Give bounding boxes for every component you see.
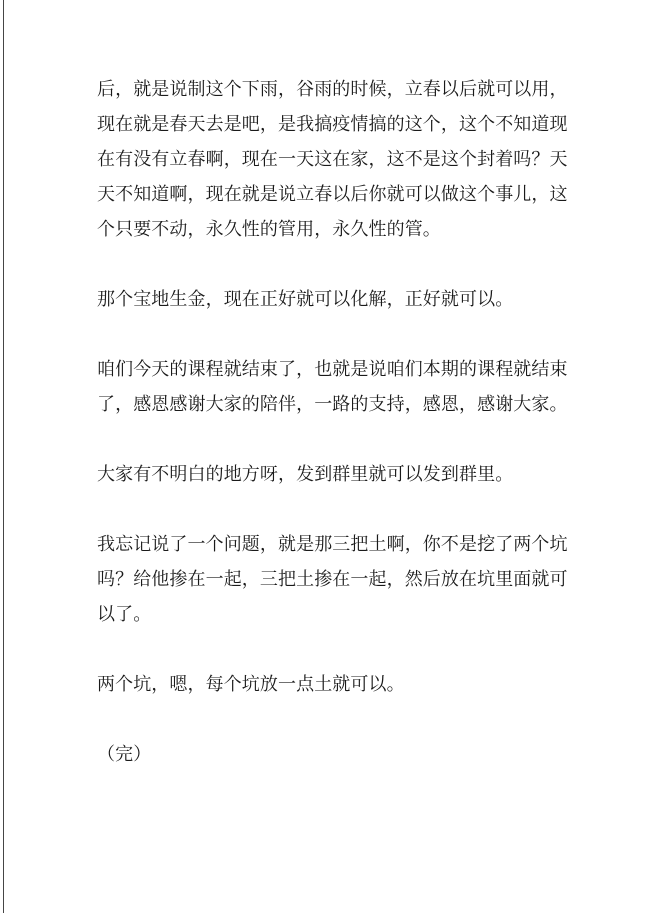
text-line: 个只要不动，永久性的管用，永久性的管。 <box>97 219 441 239</box>
text-line: 现在就是春天去是吧，是我搞疫情搞的这个，这个不知道现 <box>97 114 568 134</box>
paragraph <box>97 737 550 772</box>
text-line: 在有没有立春啊，现在一天这在家，这不是这个封着吗？天 <box>97 149 568 169</box>
text-line: 天不知道啊，现在就是说立春以后你就可以做这个事儿，这 <box>97 184 568 204</box>
text-line: 了，感恩感谢大家的陪伴，一路的支持，感恩，感谢大家。 <box>97 394 568 414</box>
text-line: 吗？给他掺在一起，三把土掺在一起，然后放在坑里面就可 <box>97 569 568 589</box>
text-line: 我忘记说了一个问题，就是那三把土啊，你不是挖了两个坑 <box>97 534 568 554</box>
page-edge-line <box>3 0 4 913</box>
paragraph <box>97 527 568 632</box>
text-line: 以了。 <box>97 604 152 624</box>
paragraph <box>97 457 550 492</box>
document-text <box>97 72 568 772</box>
paragraph <box>97 72 568 247</box>
text-line: 后，就是说制这个下雨，谷雨的时候，立春以后就可以用， <box>97 79 568 99</box>
text-line: 大家有不明白的地方呀，发到群里就可以发到群里。 <box>97 464 514 484</box>
paragraph <box>97 352 568 422</box>
text-line: 两个坑，嗯，每个坑放一点土就可以。 <box>97 674 405 694</box>
text-line: 咱们今天的课程就结束了，也就是说咱们本期的课程就结束 <box>97 359 568 379</box>
text-line: 那个宝地生金，现在正好就可以化解，正好就可以。 <box>97 289 514 309</box>
paragraph <box>97 282 550 317</box>
paragraph <box>97 667 550 702</box>
text-line: （完） <box>97 744 152 764</box>
